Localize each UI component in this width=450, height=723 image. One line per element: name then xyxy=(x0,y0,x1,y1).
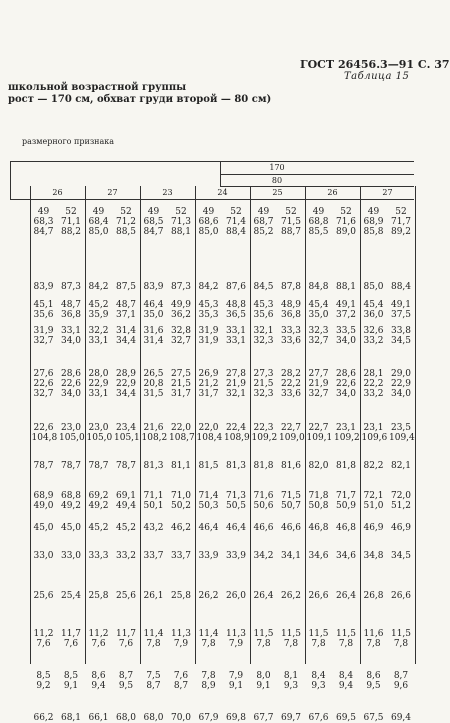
table-cell: 26,6 xyxy=(308,591,329,601)
table-cell: 28,6 22,6 34,0 xyxy=(60,369,82,399)
data-table xyxy=(10,161,415,723)
table-cell: 8,5 9,2 xyxy=(36,671,51,691)
header-line-2: рост — 170 см, обхват груди второй — 80 см) xyxy=(8,94,272,105)
table-cell: 23,0 105,0 xyxy=(86,423,113,443)
table-cell: 31,4 34,4 xyxy=(115,326,137,346)
table-cell: 23,1 109,6 xyxy=(361,423,388,443)
table-cell: 33,3 33,6 xyxy=(280,326,302,346)
table-cell: 22,0 108,4 xyxy=(196,423,223,443)
table-cell: 33,9 xyxy=(225,551,247,561)
table-cell: 46,6 xyxy=(280,523,302,533)
table-cell: 84,5 xyxy=(253,282,274,292)
table-cell: 45,2 xyxy=(88,523,109,533)
table-cell: 87,3 xyxy=(60,282,82,292)
table-cell: 33,1 34,0 xyxy=(60,326,82,346)
table-cell: 87,5 xyxy=(115,282,137,292)
table-cell: 26,6 xyxy=(390,591,412,601)
table-cell: 46,8 xyxy=(308,523,329,533)
table-cell: 7,9 9,1 xyxy=(228,671,244,691)
table-cell: 48,9 36,8 xyxy=(280,300,302,320)
table-cell: 46,2 xyxy=(170,523,192,533)
table-cell: 11,3 7,9 xyxy=(225,629,247,649)
table-cell: 11,4 7,8 xyxy=(198,629,219,649)
table-cell: 11,2 7,6 xyxy=(33,629,54,649)
table-cell: 46,9 xyxy=(363,523,384,533)
table-cell: 71,4 50,3 xyxy=(198,491,219,511)
table-cell: 71,1 50,1 xyxy=(143,491,164,511)
table-cell: 8,4 9,3 xyxy=(311,671,326,691)
table-cell: 11,5 7,8 xyxy=(335,629,357,649)
table-cell: 45,4 35,0 xyxy=(308,300,329,320)
table-cell: 85,0 xyxy=(363,282,384,292)
table-cell: 87,6 xyxy=(225,282,247,292)
table-cell: 8,5 9,1 xyxy=(63,671,79,691)
table-cell: 8,6 9,4 xyxy=(91,671,106,691)
table-cell: 52 71,1 88,2 xyxy=(60,207,82,237)
table-cell: 28,2 22,2 33,6 xyxy=(280,369,302,399)
table-cell: 49 68,8 85,5 xyxy=(308,207,329,237)
table-cell: 8,4 9,4 xyxy=(338,671,354,691)
table-cell: 11,7 7,6 xyxy=(115,629,137,649)
rule-height xyxy=(220,174,414,175)
table-cell: 8,7 9,5 xyxy=(118,671,134,691)
table-cell: 26,4 xyxy=(335,591,357,601)
table-cell: 33,0 xyxy=(60,551,82,561)
table-cell: 27,3 21,5 32,3 xyxy=(253,369,274,399)
table-cell: 33,1 33,1 xyxy=(225,326,247,346)
table-cell: 66,2 xyxy=(33,713,54,723)
table-cell: 11,5 7,8 xyxy=(253,629,274,649)
table-cell: 72,0 51,2 xyxy=(390,491,412,511)
table-cell: 25,6 xyxy=(33,591,54,601)
table-cell: 25,8 xyxy=(88,591,109,601)
table-cell: 69,4 xyxy=(390,713,412,723)
table-cell: 45,1 35,6 xyxy=(33,300,54,320)
table-cell: 27,6 22,6 32,7 xyxy=(33,369,54,399)
table-cell: 67,6 xyxy=(308,713,329,723)
table-cell: 8,1 9,3 xyxy=(283,671,299,691)
table-cell: 23,5 109,4 xyxy=(389,423,415,443)
table-cell: 46,9 xyxy=(390,523,412,533)
table-label: Таблица 15 xyxy=(344,71,410,82)
table-cell: 46,8 xyxy=(335,523,357,533)
table-cell: 69,1 49,4 xyxy=(115,491,137,511)
table-cell: 11,5 7,8 xyxy=(308,629,329,649)
table-cell: 81,8 xyxy=(335,461,357,471)
table-cell: 22,7 109,1 xyxy=(306,423,333,443)
table-cell: 81,3 xyxy=(225,461,247,471)
table-cell: 46,4 35,0 xyxy=(143,300,164,320)
table-cell: 88,4 xyxy=(390,282,412,292)
section-caption: размерного признака xyxy=(22,137,115,146)
table-cell: 82,1 xyxy=(390,461,412,471)
table-cell: 34,5 xyxy=(390,551,412,561)
table-cell: 69,8 xyxy=(225,713,247,723)
table-cell: 11,5 7,8 xyxy=(280,629,302,649)
table-cell: 49 68,9 85,8 xyxy=(363,207,384,237)
table-cell: 25,8 xyxy=(170,591,192,601)
table-cell: 31,6 31,4 xyxy=(143,326,164,346)
table-cell: 33,2 xyxy=(115,551,137,561)
group-rule xyxy=(415,186,416,664)
table-cell: 22,3 109,2 xyxy=(251,423,278,443)
table-cell: 69,2 49,2 xyxy=(88,491,109,511)
table-cell: 26,4 xyxy=(253,591,274,601)
table-cell: 68,0 xyxy=(115,713,137,723)
table-cell: 81,1 xyxy=(170,461,192,471)
table-cell: 83,9 xyxy=(33,282,54,292)
table-cell: 26,1 xyxy=(143,591,164,601)
table-cell: 49 68,5 84,7 xyxy=(143,207,164,237)
table-cell: 34,1 xyxy=(280,551,302,561)
height-block-rule xyxy=(220,161,221,186)
table-cell: 52 71,7 89,2 xyxy=(390,207,412,237)
table-cell: 27,8 21,9 32,1 xyxy=(225,369,247,399)
table-cell: 23,1 109,2 xyxy=(334,423,360,443)
table-cell: 67,5 xyxy=(363,713,384,723)
table-cell: 7,6 8,7 xyxy=(173,671,189,691)
table-cell: 87,8 xyxy=(280,282,302,292)
table-cell: 49 68,3 84,7 xyxy=(33,207,54,237)
table-cell: 8,7 9,6 xyxy=(393,671,409,691)
table-cell: 23,0 105,0 xyxy=(59,423,85,443)
height-label: 170 xyxy=(269,163,285,172)
table-cell: 81,3 xyxy=(143,461,164,471)
table-cell: 68,9 49,0 xyxy=(33,491,54,511)
table-cell: 45,3 35,3 xyxy=(198,300,219,320)
table-cell: 26,2 xyxy=(280,591,302,601)
table-cell: 34,6 xyxy=(308,551,329,561)
table-cell: 67,9 xyxy=(198,713,219,723)
table-cell: 21,6 108,2 xyxy=(141,423,168,443)
table-cell: 33,0 xyxy=(33,551,54,561)
table-cell: 31,9 31,9 xyxy=(198,326,219,346)
table-cell: 78,7 xyxy=(115,461,137,471)
table-cell: 88,1 xyxy=(335,282,357,292)
table-cell: 48,8 36,5 xyxy=(225,300,247,320)
table-cell: 52 71,3 88,1 xyxy=(170,207,192,237)
table-cell: 34,8 xyxy=(363,551,384,561)
table-cell: 87,3 xyxy=(170,282,192,292)
table-cell: 26,2 xyxy=(198,591,219,601)
size-label: 25 xyxy=(272,188,283,197)
table-cell: 27,7 21,9 32,7 xyxy=(308,369,329,399)
left-rule xyxy=(10,161,11,199)
table-cell: 25,6 xyxy=(115,591,137,601)
table-cell: 32,3 32,7 xyxy=(308,326,329,346)
table-cell: 84,2 xyxy=(198,282,219,292)
table-cell: 8,0 9,1 xyxy=(256,671,271,691)
table-cell: 82,2 xyxy=(363,461,384,471)
table-cell: 49 68,4 85,0 xyxy=(88,207,109,237)
document-code: ГОСТ 26456.3—91 С. 37 xyxy=(300,58,450,71)
table-cell: 33,7 xyxy=(143,551,164,561)
table-cell: 25,4 xyxy=(60,591,82,601)
table-cell: 46,4 xyxy=(198,523,219,533)
table-cell: 78,7 xyxy=(33,461,54,471)
table-cell: 78,7 xyxy=(60,461,82,471)
table-cell: 33,5 34,0 xyxy=(335,326,357,346)
table-cell: 67,7 xyxy=(253,713,274,723)
table-cell: 34,2 xyxy=(253,551,274,561)
table-cell: 68,1 xyxy=(60,713,82,723)
table-cell: 11,7 7,6 xyxy=(60,629,82,649)
size-label: 26 xyxy=(327,188,338,197)
table-cell: 45,0 xyxy=(60,523,82,533)
table-cell: 27,5 21,5 31,7 xyxy=(170,369,192,399)
table-cell: 84,2 xyxy=(88,282,109,292)
table-cell: 8,6 9,5 xyxy=(366,671,381,691)
table-cell: 23,4 105,1 xyxy=(114,423,140,443)
table-cell: 11,4 7,8 xyxy=(143,629,164,649)
size-label: 23 xyxy=(162,188,173,197)
table-cell: 43,2 xyxy=(143,523,164,533)
table-cell: 33,7 xyxy=(170,551,192,561)
table-cell: 34,6 xyxy=(335,551,357,561)
table-cell: 71,3 50,5 xyxy=(225,491,247,511)
table-cell: 49,9 36,2 xyxy=(170,300,192,320)
table-cell: 33,9 xyxy=(198,551,219,561)
table-cell: 26,9 21,2 31,7 xyxy=(198,369,219,399)
table-cell: 32,8 32,7 xyxy=(170,326,192,346)
table-cell: 52 71,5 88,7 xyxy=(280,207,302,237)
table-cell: 71,0 50,2 xyxy=(170,491,192,511)
size-label: 27 xyxy=(107,188,118,197)
header-line-1: школьной возрастной группы xyxy=(8,82,187,93)
table-cell: 32,2 33,1 xyxy=(88,326,109,346)
table-cell: 22,4 108,9 xyxy=(224,423,250,443)
table-cell: 81,6 xyxy=(280,461,302,471)
table-cell: 45,4 36,0 xyxy=(363,300,384,320)
table-cell: 46,4 xyxy=(225,523,247,533)
table-cell: 71,6 50,6 xyxy=(253,491,274,511)
rule-header-bottom xyxy=(10,199,414,200)
table-cell: 22,7 109,0 xyxy=(279,423,305,443)
table-cell: 11,2 7,6 xyxy=(88,629,109,649)
table-cell: 22,6 104,8 xyxy=(31,423,58,443)
table-cell: 45,2 35,9 xyxy=(88,300,109,320)
table-cell: 49,1 37,5 xyxy=(390,300,412,320)
table-cell: 70,0 xyxy=(170,713,192,723)
table-cell: 31,9 32,7 xyxy=(33,326,54,346)
table-cell: 7,8 8,9 xyxy=(201,671,216,691)
table-cell: 45,2 xyxy=(115,523,137,533)
table-cell: 22,0 108,7 xyxy=(169,423,195,443)
table-cell: 28,0 22,9 33,1 xyxy=(88,369,109,399)
table-cell: 84,8 xyxy=(308,282,329,292)
table-cell: 81,5 xyxy=(198,461,219,471)
table-cell: 28,6 22,6 34,0 xyxy=(335,369,357,399)
table-cell: 48,7 37,1 xyxy=(115,300,137,320)
table-cell: 29,0 22,9 34,0 xyxy=(390,369,412,399)
table-cell: 71,5 50,7 xyxy=(280,491,302,511)
table-cell: 49 68,7 85,2 xyxy=(253,207,274,237)
table-cell: 68,0 xyxy=(143,713,164,723)
table-cell: 48,7 36,8 xyxy=(60,300,82,320)
size-label: 24 xyxy=(217,188,228,197)
table-cell: 28,9 22,9 34,4 xyxy=(115,369,137,399)
table-cell: 11,5 7,8 xyxy=(390,629,412,649)
table-cell: 72,1 51,0 xyxy=(363,491,384,511)
table-cell: 33,8 34,5 xyxy=(390,326,412,346)
table-cell: 26,5 20,8 31,5 xyxy=(143,369,164,399)
table-cell: 49,1 37,2 xyxy=(335,300,357,320)
table-cell: 33,3 xyxy=(88,551,109,561)
table-cell: 66,1 xyxy=(88,713,109,723)
table-cell: 71,7 50,9 xyxy=(335,491,357,511)
table-cell: 26,8 xyxy=(363,591,384,601)
table-cell: 69,5 xyxy=(335,713,357,723)
table-cell: 46,6 xyxy=(253,523,274,533)
table-cell: 45,0 xyxy=(33,523,54,533)
table-cell: 52 71,2 88,5 xyxy=(115,207,137,237)
table-cell: 32,6 33,2 xyxy=(363,326,384,346)
table-cell: 68,8 49,2 xyxy=(60,491,82,511)
table-cell: 78,7 xyxy=(88,461,109,471)
table-cell: 71,8 50,8 xyxy=(308,491,329,511)
table-cell: 82,0 xyxy=(308,461,329,471)
table-cell: 52 71,4 88,4 xyxy=(225,207,247,237)
table-cell: 7,5 8,7 xyxy=(146,671,161,691)
table-cell: 69,7 xyxy=(280,713,302,723)
table-cell: 45,3 35,6 xyxy=(253,300,274,320)
table-cell: 83,9 xyxy=(143,282,164,292)
rule-top xyxy=(10,161,414,162)
size-label: 26 xyxy=(52,188,63,197)
table-cell: 26,0 xyxy=(225,591,247,601)
table-cell: 28,1 22,2 33,2 xyxy=(363,369,384,399)
size-label: 27 xyxy=(382,188,393,197)
table-cell: 81,8 xyxy=(253,461,274,471)
table-cell: 32,1 32,3 xyxy=(253,326,274,346)
table-cell: 11,6 7,8 xyxy=(363,629,384,649)
chest-label: 80 xyxy=(271,176,283,185)
table-cell: 11,3 7,9 xyxy=(170,629,192,649)
table-cell: 49 68,6 85,0 xyxy=(198,207,219,237)
table-cell: 52 71,6 89,0 xyxy=(335,207,357,237)
